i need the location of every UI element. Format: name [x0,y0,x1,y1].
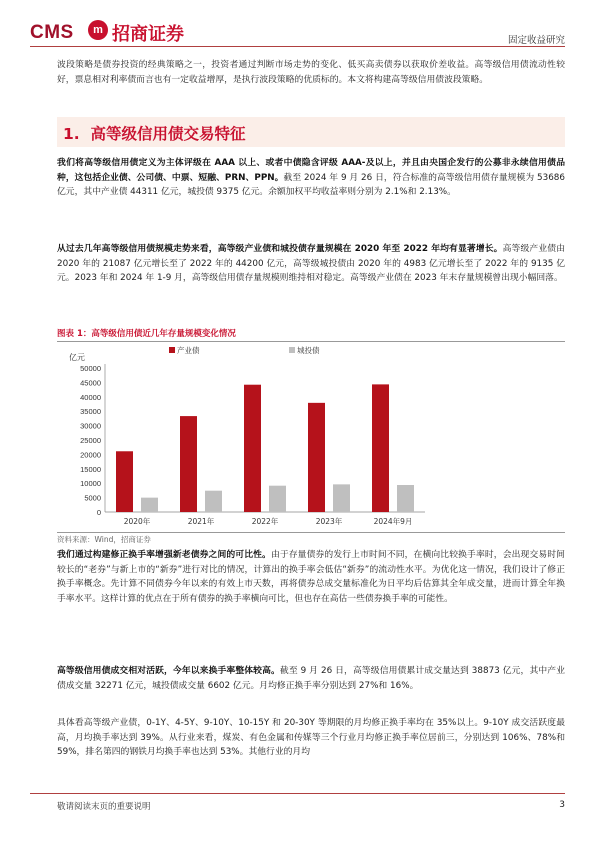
paragraph-scale-trend-body: 高等级产业债由 2020 年的 21087 亿元增长至了 2022 年的 44200 亿元，高等级城投债由 2020 年的 4983 亿元增长至了 2022 年的 9135 亿元。2023 年和 2024 年 1-9 月，高等级信用债存量规模则维持相对稳定。高等级产业债在 2023 年末存量规模曾出现小幅回落。 [57,244,565,284]
section-number: 1. [63,125,80,143]
bar-chengtou [397,485,414,512]
y-tick-label: 30000 [80,421,101,431]
y-tick-label: 10000 [80,479,101,489]
section-title [63,122,246,144]
paragraph-trading-activity-lead: 高等级信用债成交相对活跃，今年以来换手率整体较高。 [57,666,280,676]
intro-paragraph: 波段策略是债券投资的经典策略之一，投资者通过判断市场走势的变化、低买高卖债券以获取价差收益。高等级信用债流动性较好，票息相对利率债而言也有一定收益增厚，是执行波段策略的优质标的。本文将构建高等级信用债波段策略。 [57,60,565,85]
legend-label: 城投债 [297,346,320,355]
bar-industrial [116,451,133,512]
y-tick-label: 45000 [80,378,101,388]
paragraph-turnover-method-body: 由于存量债券的发行上市时间不同，在横向比较换手率时，会出现交易时间较长的“老券”与新上市的“新券”进行对比的情况，计算出的换手率会低估“新券”的流动性水平。为优化这一情况，我们设计了修正换手率概念。先计算不同债券今年以来的有效上市天数，再将债券总成交量标准化为日平均后估算其全年成交量，进而计算全年换手率水平。这样计算的优点在于所有债券的换手率横向可比，但也存在高估一些债券换手率的可能性。 [57,550,565,604]
bar-industrial [308,403,325,512]
x-tick-label: 2024年9月 [373,517,413,526]
bar-industrial [244,385,261,512]
paragraph-turnover-method-lead: 我们通过构建修正换手率增强新老债券之间的可比性。 [57,550,271,560]
logo-cms: CMS [30,22,74,43]
paragraph-industry-detail: 具体看高等级产业债，0-1Y、4-5Y、9-10Y、10-15Y 和 20-30Y 等期限的月均修正换手率均在 35%以上。9-10Y 成交活跃度最高，月均换手率达到 39%。从行业来看，煤炭、有色金属和传媒等三个行业月均修正换手率位居前三，分别达到 106%、78%和 59%，排名第四的钢铁月均换手率也达到 53%。其他行业的月均 [57,718,565,758]
section-title-text: 高等级信用债交易特征 [90,125,246,143]
y-tick-label: 25000 [80,436,101,445]
figure-source: 资料来源：Wind，招商证券 [57,535,151,544]
bar-chengtou [269,486,286,512]
y-tick-label: 35000 [80,407,101,417]
x-tick-label: 2023年 [315,517,343,526]
figure-bottom-rule [57,532,565,533]
bar-industrial [372,384,389,512]
y-tick-label: 0 [96,508,101,517]
paragraph-scale-trend-lead: 从过去几年高等级信用债规模走势来看，高等级产业债和城投债存量规模在 2020 年至 2022 年均有显著增长。 [57,244,503,254]
bar-chengtou [333,484,350,512]
figure-title: 图表 1：高等级信用债近几年存量规模变化情况 [57,329,236,339]
legend-swatch [289,347,295,353]
figure-top-rule [57,341,565,342]
x-tick-label: 2020年 [123,517,151,526]
y-axis-unit-label: 亿元 [69,353,85,362]
bar-chengtou [141,498,158,512]
bar-chart [57,344,565,530]
paragraph-trading-activity-body: 截至 9 月 26 日，高等级信用债累计成交量达到 38873 亿元，其中产业债成交量 32271 亿元，城投债成交量 6602 亿元。月均修正换手率分别达到 27%和 16%。 [57,666,565,691]
legend-swatch [169,347,175,353]
paragraph-trading-activity [57,664,565,693]
y-tick-label: 20000 [80,450,101,460]
logo-mark-icon: m [88,20,108,40]
page-number: 3 [559,800,565,810]
page-header [0,0,595,48]
logo-company-name: 招商证券 [112,24,184,45]
x-tick-label: 2021年 [187,517,215,526]
section-title-bar [57,117,565,147]
y-tick-label: 5000 [84,493,101,503]
x-tick-label: 2022年 [251,517,279,526]
report-category: 固定收益研究 [507,35,565,46]
y-tick-label: 40000 [80,392,101,402]
paragraph-definition-lead: 我们将高等级信用债定义为主体评级在 AAA 以上、或者中债隐含评级 AAA-及以上，并且由央国企发行的公募非永续信用债品种，这包括企业债、公司债、中票、短融、PRN、PPN。 [57,158,565,183]
paragraph-definition-body: 截至 2024 年 9 月 26 日，符合标准的高等级信用债存量规模为 53686 亿元，其中产业债 44311 亿元，城投债 9375 亿元。余额加权平均收益率则分别为 2.1%和 2.13%。 [57,172,565,198]
bar-chengtou [205,491,222,512]
paragraph-turnover-method [57,548,565,606]
header-divider [30,46,565,47]
y-tick-label: 15000 [80,464,101,474]
footer-divider [30,793,565,794]
paragraph-scale-trend [57,242,565,286]
bar-industrial [180,416,197,512]
legend-label: 产业债 [177,346,200,355]
paragraph-definition [57,156,565,200]
y-tick-label: 50000 [80,364,101,373]
footer-disclaimer: 敬请阅读末页的重要说明 [57,802,151,812]
